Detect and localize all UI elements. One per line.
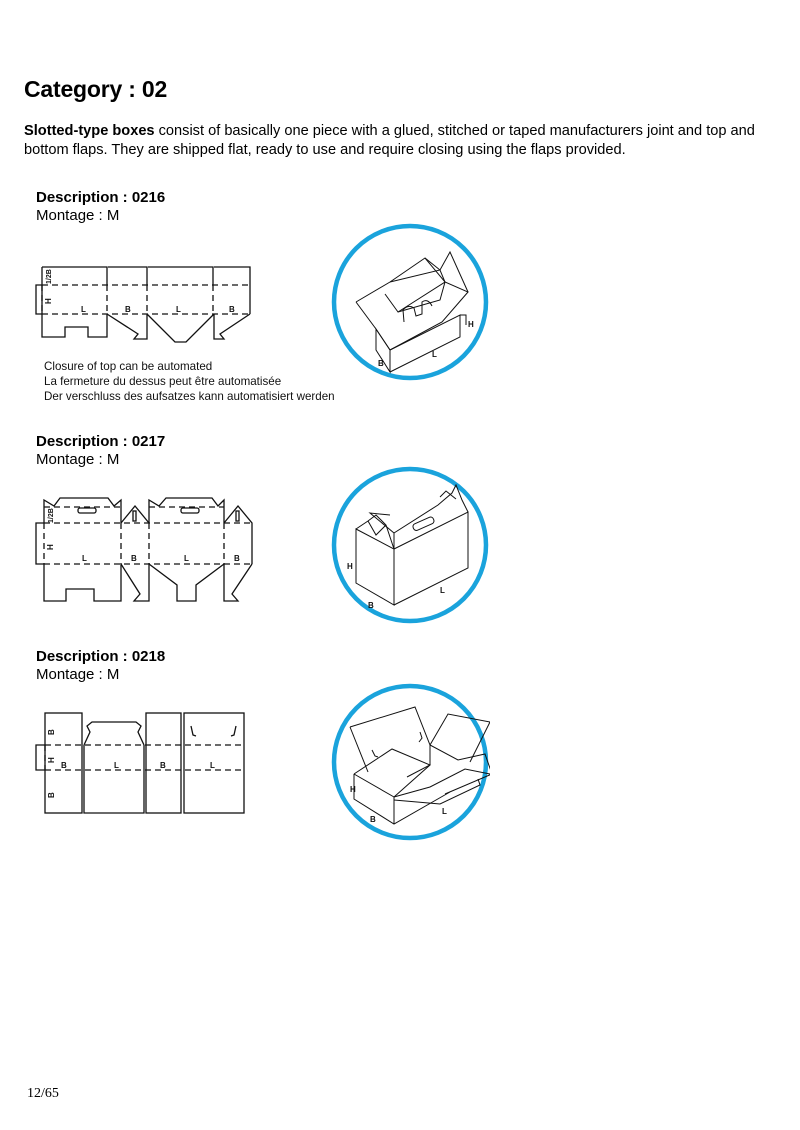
page-number: 12/65 <box>27 1086 59 1101</box>
svg-text:B: B <box>131 554 137 563</box>
svg-text:B: B <box>378 359 384 368</box>
svg-text:H: H <box>47 757 56 763</box>
description-title: Description : 0217 <box>36 433 166 450</box>
svg-text:H: H <box>347 562 353 571</box>
svg-text:H: H <box>468 320 474 329</box>
svg-text:B: B <box>370 815 376 824</box>
accent-circle <box>334 469 486 621</box>
svg-text:B: B <box>229 305 235 314</box>
automation-notes <box>44 359 335 404</box>
box-illustration-0216 <box>330 222 490 382</box>
svg-text:1/2B: 1/2B <box>48 508 55 523</box>
svg-text:L: L <box>432 350 437 359</box>
montage-label: Montage : M <box>36 207 120 224</box>
svg-text:L: L <box>440 586 445 595</box>
montage-label: Montage : M <box>36 666 120 683</box>
note-fr: La fermeture du dessus peut être automatisée <box>44 375 282 388</box>
description-0218 <box>36 648 165 684</box>
svg-text:L: L <box>210 761 215 770</box>
svg-text:L: L <box>114 761 119 770</box>
description-title: Description : 0216 <box>36 189 166 206</box>
description-0217 <box>36 433 165 469</box>
svg-text:H: H <box>46 544 55 550</box>
box-illustration-0218 <box>330 682 490 842</box>
dieline-diagram-0218 <box>34 708 254 818</box>
intro-bold-term: Slotted-type boxes <box>24 123 155 139</box>
svg-text:L: L <box>184 554 189 563</box>
svg-text:B: B <box>61 761 67 770</box>
svg-text:H: H <box>44 298 53 304</box>
note-en: Closure of top can be automated <box>44 360 213 373</box>
svg-text:B: B <box>160 761 166 770</box>
svg-text:B: B <box>234 554 240 563</box>
svg-text:H: H <box>350 785 356 794</box>
intro-paragraph <box>24 122 784 160</box>
page-title: Category : 02 <box>24 76 168 102</box>
intro-text: consist of basically one piece with a glued, stitched or taped manufacturers joint and top and bottom flaps. They are shipped flat, ready to use and require closing using the flaps provided. <box>24 123 755 158</box>
svg-text:B: B <box>368 601 374 610</box>
svg-text:L: L <box>82 554 87 563</box>
svg-text:1/2B: 1/2B <box>46 269 53 284</box>
svg-text:L: L <box>442 807 447 816</box>
svg-text:B: B <box>47 792 56 798</box>
svg-text:L: L <box>81 305 86 314</box>
svg-text:B: B <box>47 729 56 735</box>
dieline-diagram-0217 <box>34 492 254 607</box>
box-illustration-0217 <box>330 465 490 625</box>
svg-text:B: B <box>125 305 131 314</box>
description-title: Description : 0218 <box>36 648 166 665</box>
montage-label: Montage : M <box>36 451 120 468</box>
description-0216 <box>36 189 165 225</box>
dieline-diagram-0216 <box>34 262 254 347</box>
note-de: Der verschluss des aufsatzes kann automatisiert werden <box>44 390 335 403</box>
svg-text:L: L <box>176 305 181 314</box>
